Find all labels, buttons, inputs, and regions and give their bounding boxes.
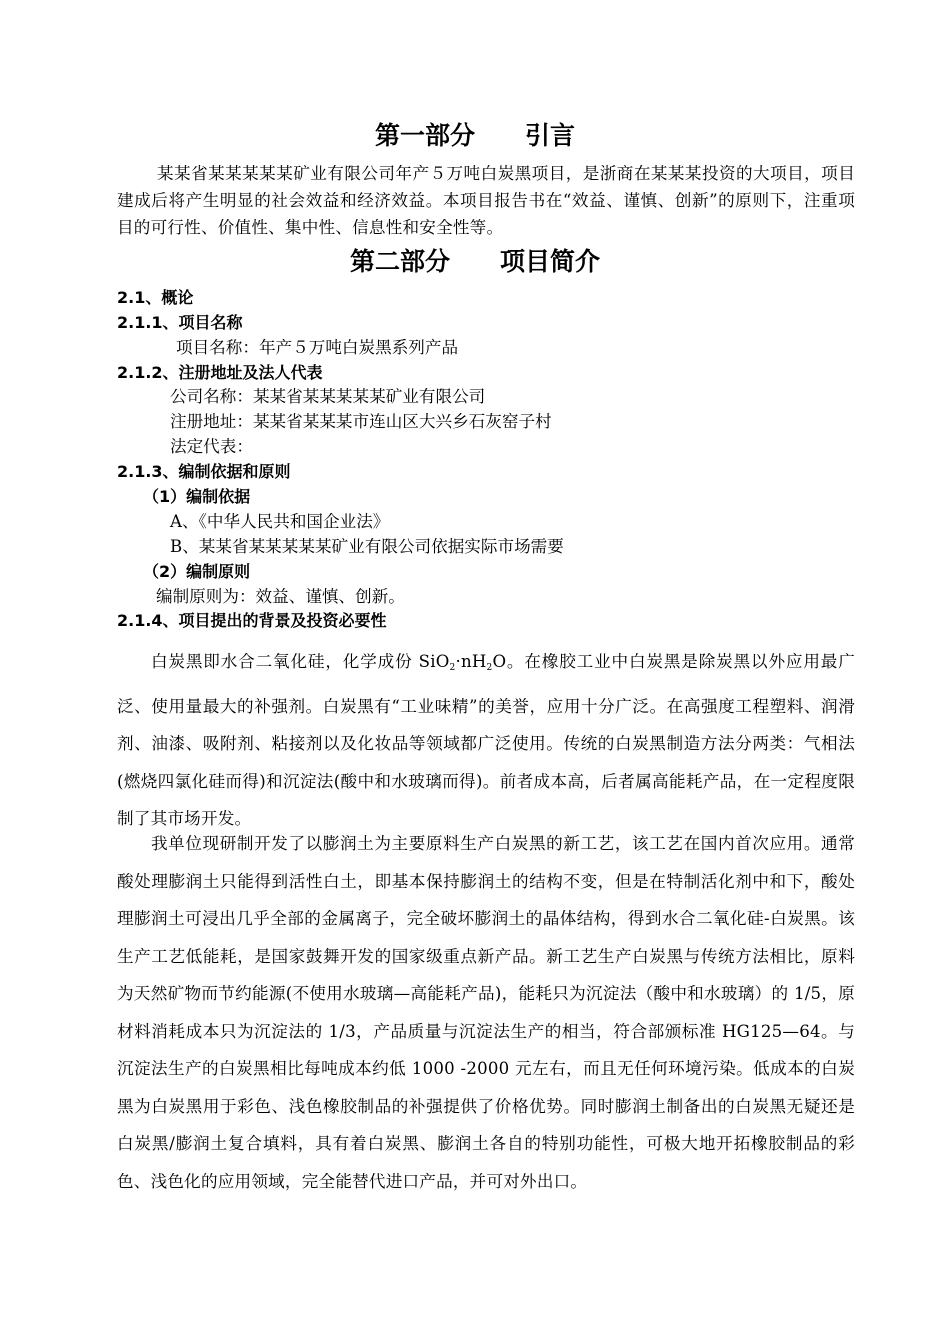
principle-text: 编制原则为：效益、谨慎、创新。 (156, 587, 405, 606)
principle-heading: （2）编制原则 (143, 562, 251, 581)
part2-title: 第二部分 项目简介 (349, 247, 600, 276)
section-2-1-4-heading: 2.1.4、项目提出的背景及投资必要性 (117, 611, 387, 630)
basis-heading: （1）编制依据 (143, 487, 251, 506)
intro-paragraph: 某某省某某某某某矿业有限公司年产５万吨白炭黑项目，是浙商在某某某投资的大项目，项目建成后将产生明显的社会效益和经济效益。本项目报告书在“效益、谨慎、创新”的原则下，注重项目的可行性、价值性、集中性、信息性和安全性等。 (117, 164, 855, 237)
section-2-1-2-heading: 2.1.2、注册地址及法人代表 (117, 363, 323, 382)
basis-item-b: B、某某省某某某某某矿业有限公司依据实际市场需要 (170, 537, 564, 556)
registered-address-line: 注册地址：某某省某某某市连山区大兴乡石灰窑子村 (170, 412, 552, 431)
section-2-1-heading: 2.1、概论 (117, 288, 194, 307)
section-2-1-3-heading: 2.1.3、编制依据和原则 (117, 462, 291, 481)
company-name-line: 公司名称：某某省某某某某某矿业有限公司 (170, 387, 486, 406)
basis-item-a: A、《中华人民共和国企业法》 (170, 512, 390, 531)
background-paragraph-1: 白炭黑即水合二氧化硅，化学成份 $SiO_2\cdot nH_2O$。在橡胶工业中白炭黑是除炭黑以外应用最广泛、使用量最大的补强剂。白炭黑有“工业味精”的美誉，应用十分广泛。在高强度工程塑料、润滑剂、油漆、吸附剂、粘接剂以及化妆品等领域都广泛使用。传统的白炭黑制造方法分两类：气相法(燃烧四氯化硅而得)和沉淀法(酸中和水玻璃而得)。前者成本高，后者属高能耗产品，在一定程度限制了其市场开发。 (117, 652, 855, 828)
section-2-1-1-heading: 2.1.1、项目名称 (117, 313, 243, 332)
part1-title: 第一部分 引言 (374, 121, 575, 150)
project-name-line: 项目名称：年产５万吨白炭黑系列产品 (176, 338, 459, 357)
legal-representative-line: 法定代表： (170, 437, 253, 456)
background-paragraph-2: 我单位现研制开发了以膨润土为主要原料生产白炭黑的新工艺，该工艺在国内首次应用。通常酸处理膨润土只能得到活性白土，即基本保持膨润土的结构不变，但是在特制活化剂中和下，酸处理膨润土可浸出几乎全部的金属离子，完全破坏膨润土的晶体结构，得到水合二氧化硅-白炭黑。该生产工艺低能耗，是国家鼓舞开发的国家级重点新产品。新工艺生产白炭黑与传统方法相比，原料为天然矿物而节约能源(不使用水玻璃—高能耗产品)，能耗只为沉淀法（酸中和水玻璃）的 1/5，原材料消耗成本只为沉淀法的 1/3，产品质量与沉淀法生产的相当，符合部颁标准 HG125—64。与沉淀法生产的白炭黑相比每吨成本约低 1000 -2000 元左右，而且无任何环境污染。低成本的白炭黑为白炭黑用于彩色、浅色橡胶制品的补强提供了价格优势。同时膨润土制备出的白炭黑无疑还是白炭黑/膨润土复合填料，具有着白炭黑、膨润土各自的特别功能性，可极大地开拓橡胶制品的彩色、浅色化的应用领域，完全能替代进口产品，并可对外出口。 (117, 834, 855, 1191)
